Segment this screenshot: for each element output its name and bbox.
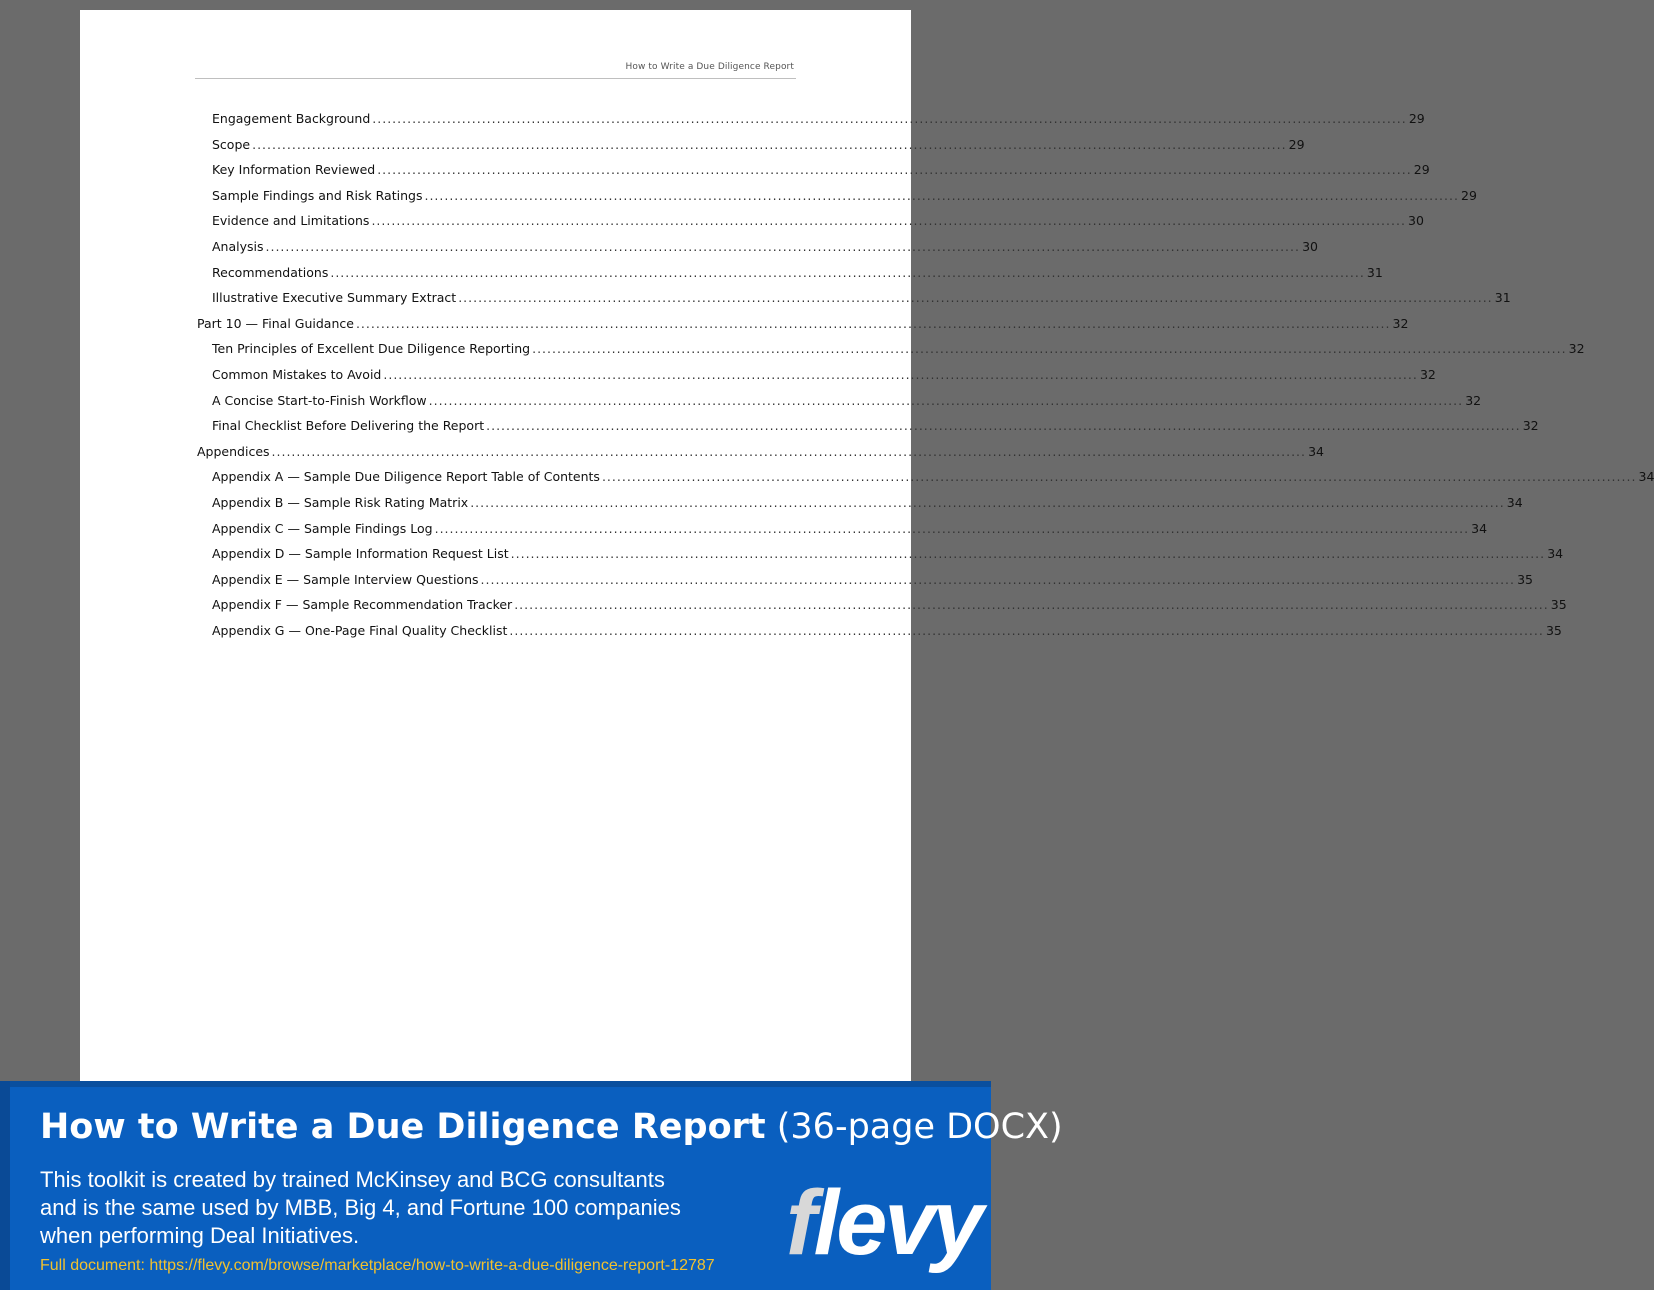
toc-dot-leader (511, 546, 1545, 561)
toc-entry[interactable] (195, 392, 1482, 419)
toc-entry[interactable] (195, 315, 1409, 342)
banner-title (40, 1107, 1063, 1147)
banner-accent-bar (0, 1081, 10, 1290)
toc-dot-leader (356, 316, 1390, 331)
toc-entry[interactable] (195, 597, 1567, 623)
banner-title-format: (36-page DOCX) (765, 1107, 1063, 1147)
toc-entry-page-number: 35 (1517, 571, 1533, 587)
toc-entry[interactable] (195, 111, 1425, 137)
toc-entry-page-number: 32 (1392, 315, 1409, 331)
toc-entry-title: Appendix C — Sample Findings Log (212, 520, 433, 536)
document-page (80, 10, 1654, 1090)
toc-entry[interactable] (195, 546, 1564, 572)
header-rule (195, 78, 796, 79)
toc-dot-leader (429, 393, 1463, 408)
toc-entry-page-number: 29 (1288, 136, 1305, 152)
toc-entry-page-number: 32 (1419, 366, 1436, 382)
toc-entry[interactable] (195, 238, 1318, 265)
toc-entry-page-number: 34 (1547, 546, 1564, 562)
toc-entry-title: Analysis (212, 238, 264, 254)
toc-entry[interactable] (195, 187, 1477, 214)
toc-dot-leader (509, 623, 1543, 638)
toc-entry-title: Illustrative Executive Summary Extract (212, 290, 457, 306)
toc-entry[interactable] (195, 290, 1511, 316)
toc-entry-page-number: 31 (1494, 290, 1511, 306)
toc-dot-leader (372, 111, 1406, 126)
toc-dot-leader (458, 290, 1492, 305)
banner-top-stripe (0, 1081, 991, 1087)
toc-entry[interactable] (195, 366, 1436, 393)
toc-dot-leader (481, 572, 1515, 587)
toc-entry-page-number: 34 (1638, 469, 1654, 485)
toc-entry[interactable] (195, 264, 1383, 291)
toc-entry[interactable] (195, 571, 1533, 598)
table-of-contents (195, 111, 1654, 648)
toc-dot-leader (330, 265, 1364, 280)
toc-dot-leader (602, 469, 1636, 484)
toc-entry-title: Sample Findings and Risk Ratings (212, 187, 423, 203)
toc-entry-title: Evidence and Limitations (212, 213, 370, 229)
toc-entry-title: Recommendations (212, 264, 329, 280)
banner-description: This toolkit is created by trained McKinsey and BCG consultants and is the same used by MBB, Big 4, and Fortune 100 companies when performing Deal Initiatives. (40, 1167, 681, 1248)
toc-dot-leader (252, 137, 1286, 152)
toc-entry-page-number: 34 (1308, 443, 1324, 459)
toc-dot-leader (377, 162, 1411, 177)
toc-entry[interactable] (195, 622, 1562, 649)
toc-entry-title: Appendix D — Sample Information Request List (212, 546, 509, 562)
toc-entry[interactable] (195, 469, 1654, 495)
toc-entry[interactable] (195, 162, 1430, 188)
toc-dot-leader (435, 521, 1469, 536)
toc-entry-page-number: 29 (1408, 111, 1425, 126)
toc-dot-leader (371, 213, 1405, 228)
banner-title-main: How to Write a Due Diligence Report (40, 1107, 766, 1147)
flevy-logo-initial: f (786, 1172, 814, 1274)
toc-entry-title: Scope (212, 136, 251, 152)
toc-entry[interactable] (195, 520, 1488, 547)
toc-entry-page-number: 30 (1302, 238, 1318, 254)
toc-dot-leader (514, 597, 1548, 612)
toc-entry-title: Final Checklist Before Delivering the Report (212, 418, 485, 434)
toc-dot-leader (272, 444, 1306, 459)
toc-entry-page-number: 32 (1465, 392, 1482, 408)
toc-entry[interactable] (195, 136, 1305, 163)
toc-entry-page-number: 29 (1413, 162, 1430, 178)
toc-dot-leader (424, 188, 1458, 203)
toc-entry-title: Appendix B — Sample Risk Rating Matrix (212, 494, 469, 510)
toc-entry[interactable] (195, 494, 1523, 521)
toc-entry[interactable] (195, 213, 1424, 239)
toc-dot-leader (470, 495, 1504, 510)
toc-entry-title: Appendix A — Sample Due Diligence Report Table of Contents (212, 469, 600, 485)
toc-entry-page-number: 34 (1471, 520, 1488, 536)
toc-entry-title: Appendices (197, 443, 270, 459)
toc-entry[interactable] (195, 418, 1539, 444)
flevy-logo (786, 1172, 981, 1274)
toc-entry-page-number: 30 (1408, 213, 1424, 229)
toc-entry[interactable] (195, 341, 1585, 367)
toc-entry[interactable] (195, 443, 1324, 470)
toc-entry-page-number: 35 (1550, 597, 1567, 613)
toc-entry-title: Appendix F — Sample Recommendation Tracker (212, 597, 513, 613)
toc-entry-title: Engagement Background (212, 111, 371, 126)
toc-entry-page-number: 29 (1461, 187, 1477, 203)
toc-entry-title: Key Information Reviewed (212, 162, 376, 178)
toc-entry-title: Appendix E — Sample Interview Questions (212, 571, 479, 587)
promo-banner (0, 1081, 1063, 1290)
toc-entry-page-number: 32 (1568, 341, 1585, 357)
toc-entry-title: A Concise Start-to-Finish Workflow (212, 392, 427, 408)
toc-entry-page-number: 34 (1506, 494, 1523, 510)
toc-entry-title: Appendix G — One-Page Final Quality Checklist (212, 622, 508, 638)
flevy-logo-rest: levy (813, 1172, 981, 1274)
full-document-link[interactable]: Full document: https://flevy.com/browse/marketplace/how-to-write-a-due-diligence-report-12787 (40, 1257, 715, 1274)
running-header: How to Write a Due Diligence Report (625, 62, 794, 72)
toc-entry-title: Part 10 — Final Guidance (197, 315, 354, 331)
toc-entry-page-number: 35 (1545, 622, 1562, 638)
toc-entry-title: Ten Principles of Excellent Due Diligence Reporting (212, 341, 531, 357)
toc-entry-page-number: 32 (1522, 418, 1539, 434)
toc-entry-title: Common Mistakes to Avoid (212, 366, 382, 382)
toc-dot-leader (383, 367, 1417, 382)
toc-dot-leader (486, 418, 1520, 433)
toc-entry-page-number: 31 (1366, 264, 1383, 280)
toc-dot-leader (266, 239, 1300, 254)
toc-dot-leader (532, 341, 1566, 356)
